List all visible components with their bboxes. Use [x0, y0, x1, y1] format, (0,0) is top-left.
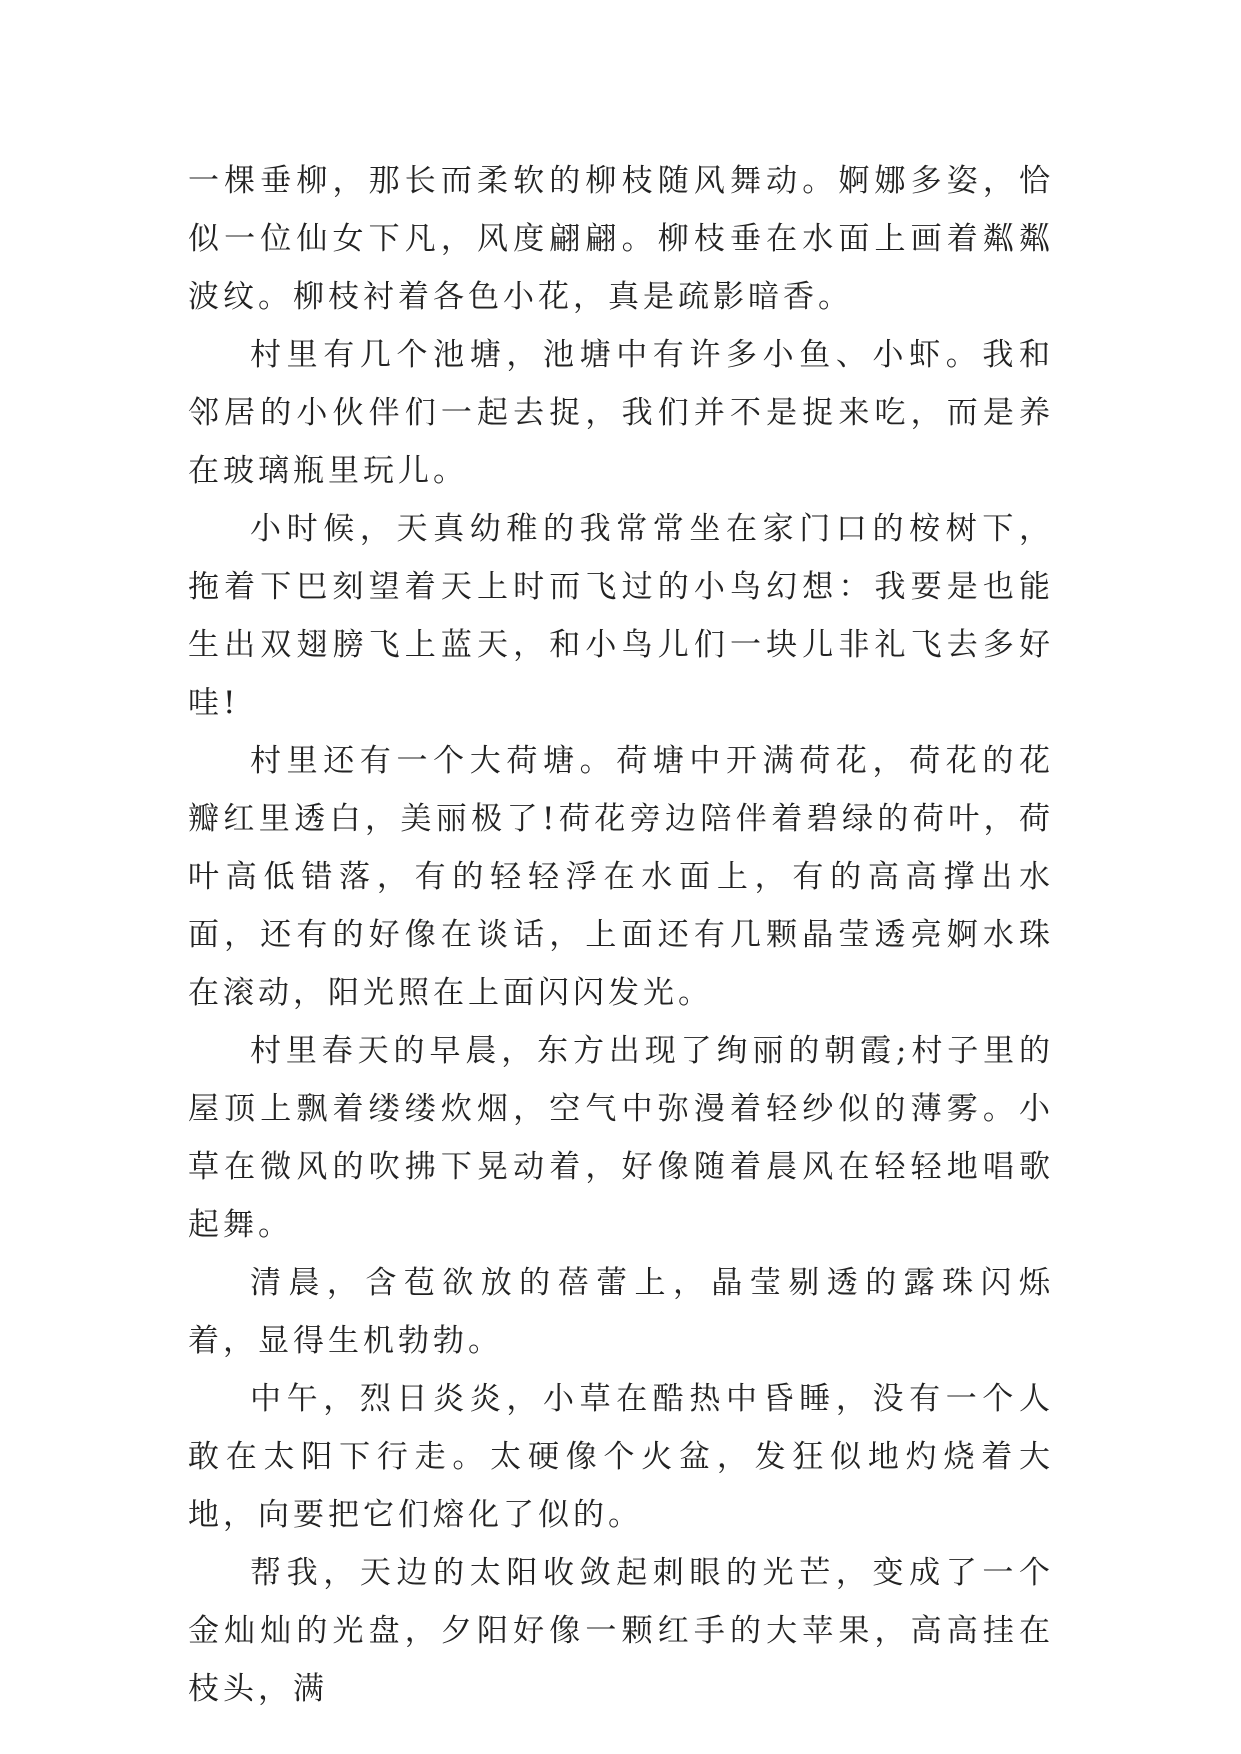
paragraph: 清晨，含苞欲放的蓓蕾上，晶莹剔透的露珠闪烁着，显得生机勃勃。	[188, 1265, 1054, 1359]
paragraph: 村里还有一个大荷塘。荷塘中开满荷花，荷花的花瓣红里透白，美丽极了!荷花旁边陪伴着碧绿的荷叶，荷叶高低错落，有的轻轻浮在水面上，有的高高撑出水面，还有的好像在谈话，上面还有几颗晶莹透亮婀水珠在滚动，阳光照在上面闪闪发光。	[188, 743, 1054, 1011]
paragraph: 村里春天的早晨，东方出现了绚丽的朝霞;村子里的屋顶上飘着缕缕炊烟，空气中弥漫着轻纱似的薄雾。小草在微风的吹拂下晃动着，好像随着晨风在轻轻地唱歌起舞。	[188, 1033, 1054, 1243]
paragraph: 村里有几个池塘，池塘中有许多小鱼、小虾。我和邻居的小伙伴们一起去捉，我们并不是捉来吃，而是养在玻璃瓶里玩儿。	[188, 337, 1054, 489]
paragraph: 中午，烈日炎炎，小草在酷热中昏睡，没有一个人敢在太阳下行走。太硬像个火盆，发狂似地灼烧着大地，向要把它们熔化了似的。	[188, 1381, 1054, 1533]
paragraph: 帮我，天边的太阳收敛起刺眼的光芒，变成了一个金灿灿的光盘，夕阳好像一颗红手的大苹果，高高挂在枝头，满	[188, 1555, 1054, 1707]
body-text	[188, 152, 1054, 1718]
paragraph: 一棵垂柳，那长而柔软的柳枝随风舞动。婀娜多姿，恰似一位仙女下凡，风度翩翩。柳枝垂在水面上画着粼粼波纹。柳枝衬着各色小花，真是疏影暗香。	[188, 163, 1054, 315]
paragraph: 小时候，天真幼稚的我常常坐在家门口的桉树下，拖着下巴刻望着天上时而飞过的小鸟幻想：我要是也能生出双翅膀飞上蓝天，和小鸟儿们一块儿非礼飞去多好哇!	[188, 511, 1054, 721]
